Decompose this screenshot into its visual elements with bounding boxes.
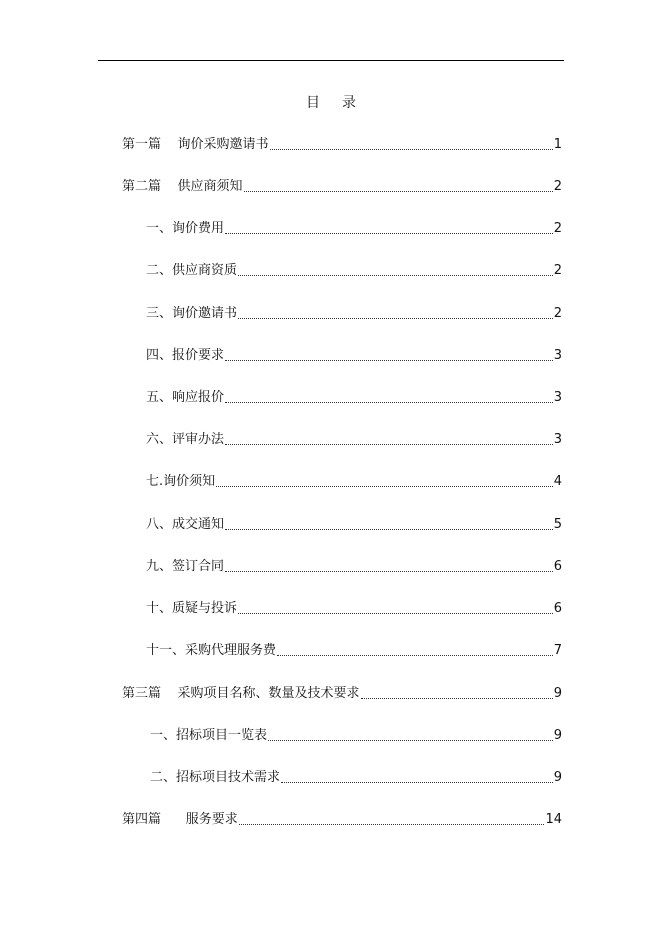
toc-entry-page: 4 <box>553 474 562 489</box>
toc-entry[interactable] <box>146 221 562 237</box>
toc-entry-label: 三、询价邀请书 <box>146 306 238 321</box>
toc-leader-dots <box>225 402 553 403</box>
toc-entry[interactable] <box>146 517 562 533</box>
toc-entry-page: 1 <box>553 137 562 152</box>
toc-entry-page: 7 <box>553 643 562 658</box>
toc-leader-dots <box>268 740 553 741</box>
toc-title <box>0 92 662 112</box>
toc-entry[interactable] <box>122 686 562 702</box>
toc-entry-page: 3 <box>553 432 562 447</box>
toc-leader-dots <box>277 655 553 656</box>
toc-entry-page: 3 <box>553 348 562 363</box>
toc-entry-page: 3 <box>553 390 562 405</box>
toc-entry-label: 七.询价须知 <box>146 474 216 489</box>
toc-entry[interactable] <box>146 306 562 322</box>
toc-entry[interactable] <box>146 643 562 659</box>
toc-entry-label: 五、响应报价 <box>146 390 225 405</box>
toc-leader-dots <box>216 486 553 487</box>
toc-entry-label: 八、成交通知 <box>146 517 225 532</box>
toc-entry-page: 6 <box>553 601 562 616</box>
toc-entry[interactable] <box>146 348 562 364</box>
toc-leader-dots <box>238 318 553 319</box>
toc-leader-dots <box>244 191 553 192</box>
toc-leader-dots <box>225 529 553 530</box>
toc-entry[interactable] <box>146 390 562 406</box>
toc-entry-page: 6 <box>553 559 562 574</box>
toc-entry-label: 二、招标项目技术需求 <box>150 770 281 785</box>
toc-entry-label: 二、供应商资质 <box>146 263 238 278</box>
toc-entry[interactable] <box>150 770 562 786</box>
toc-entry-page: 9 <box>553 770 562 785</box>
toc-entry-page: 14 <box>545 812 562 827</box>
toc-entry-label: 四、报价要求 <box>146 348 225 363</box>
toc-leader-dots <box>225 360 553 361</box>
toc-entry-label: 第二篇 供应商须知 <box>122 179 243 194</box>
toc-entry-label: 六、评审办法 <box>146 432 225 447</box>
toc-entry[interactable] <box>146 474 562 490</box>
toc-entry-page: 2 <box>553 263 562 278</box>
toc-entry-label: 十一、采购代理服务费 <box>146 643 277 658</box>
toc-leader-dots <box>225 444 553 445</box>
toc-entry[interactable] <box>122 812 562 828</box>
toc-leader-dots <box>238 275 553 276</box>
toc-entry[interactable] <box>146 559 562 575</box>
toc-entry-page: 2 <box>553 306 562 321</box>
toc-entry-label: 一、询价费用 <box>146 221 225 236</box>
toc-title-char-1: 目 <box>306 95 320 111</box>
toc-entry-page: 5 <box>553 517 562 532</box>
toc-entry-label: 第一篇 询价采购邀请书 <box>122 137 269 152</box>
toc-leader-dots <box>225 233 553 234</box>
toc-entry-page: 2 <box>553 179 562 194</box>
toc-entry[interactable] <box>146 432 562 448</box>
toc-entry-label: 九、签订合同 <box>146 559 225 574</box>
toc-entry-page: 9 <box>553 686 562 701</box>
toc-entry[interactable] <box>146 601 562 617</box>
toc-leader-dots <box>238 613 553 614</box>
toc-entry-label: 第四篇 服务要求 <box>122 812 238 827</box>
toc-leader-dots <box>225 571 553 572</box>
toc-entry[interactable] <box>150 728 562 744</box>
toc-entry-label: 十、质疑与投诉 <box>146 601 238 616</box>
toc-entry-page: 2 <box>553 221 562 236</box>
header-rule <box>98 60 564 61</box>
toc-entry-label: 一、招标项目一览表 <box>150 728 268 743</box>
toc-entry-page: 9 <box>553 728 562 743</box>
toc-leader-dots <box>361 698 553 699</box>
toc-entry[interactable] <box>146 263 562 279</box>
toc-entry[interactable] <box>122 137 562 153</box>
toc-leader-dots <box>270 149 553 150</box>
toc-entry-label: 第三篇 采购项目名称、数量及技术要求 <box>122 686 360 701</box>
toc-title-char-2: 录 <box>342 95 356 111</box>
toc-leader-dots <box>281 782 553 783</box>
toc-leader-dots <box>239 824 545 825</box>
toc-entry[interactable] <box>122 179 562 195</box>
